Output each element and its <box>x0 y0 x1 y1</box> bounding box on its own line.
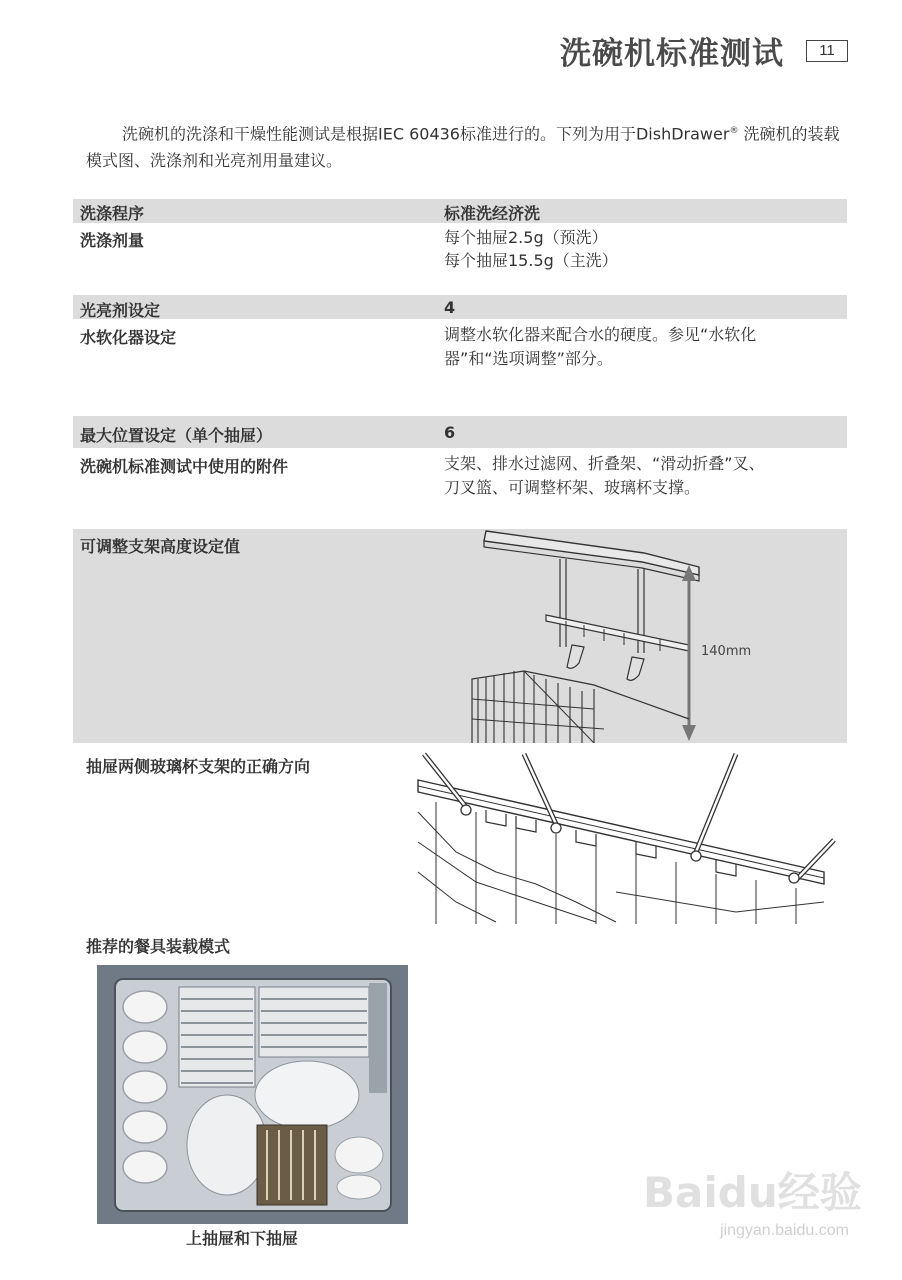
table-row-bar <box>73 295 847 319</box>
detergent-value-2: 每个抽屉15.5g（主洗） <box>444 251 618 270</box>
detergent-value-1: 每个抽屉2.5g（预洗） <box>444 228 608 247</box>
softener-label: 水软化器设定 <box>80 328 177 347</box>
watermark-logo: Baidu经验 <box>643 1168 862 1217</box>
loading-photo-caption: 上抽屉和下抽屉 <box>186 1229 299 1248</box>
rack-height-illustration <box>464 529 847 743</box>
rack-height-label: 可调整支架高度设定值 <box>80 537 241 556</box>
detergent-label: 洗涤剂量 <box>80 231 145 250</box>
max-position-value: 6 <box>444 423 456 442</box>
page-title: 洗碗机标准测试 <box>560 36 784 72</box>
rinse-aid-label: 光亮剂设定 <box>80 301 161 320</box>
intro-paragraph <box>86 118 848 174</box>
glass-support-label: 抽屉两侧玻璃杯支架的正确方向 <box>86 757 311 776</box>
program-value: 标准洗经济洗 <box>444 204 541 223</box>
max-position-label: 最大位置设定（单个抽屉） <box>80 426 273 445</box>
accessories-value-2: 刀叉篮、可调整杯架、玻璃杯支撑。 <box>444 478 701 497</box>
rinse-aid-value: 4 <box>444 298 456 317</box>
glass-support-illustration <box>416 752 836 924</box>
softener-value-1: 调整水软化器来配合水的硬度。参见“水软化 <box>444 325 757 344</box>
accessories-value-1: 支架、排水过滤网、折叠架、“滑动折叠”叉、 <box>444 454 765 473</box>
accessories-label: 洗碗机标准测试中使用的附件 <box>80 457 289 476</box>
loading-pattern-label: 推荐的餐具装载模式 <box>86 937 231 956</box>
intro-text-part2: 洗碗机的装载模式图、洗涤剂和光亮剂用量建议。 <box>86 124 840 171</box>
rack-dimension-label: 140mm <box>701 644 752 659</box>
page-number: 11 <box>806 40 848 62</box>
program-label: 洗涤程序 <box>80 204 145 223</box>
registered-mark: ® <box>729 126 739 136</box>
softener-value-2: 器”和“选项调整”部分。 <box>444 349 613 368</box>
loading-pattern-photo <box>97 965 408 1224</box>
intro-text-part1: 洗碗机的洗涤和干燥性能测试是根据IEC 60436标准进行的。下列为用于DishDrawer <box>122 124 730 144</box>
watermark-url: jingyan.baidu.com <box>720 1222 849 1239</box>
